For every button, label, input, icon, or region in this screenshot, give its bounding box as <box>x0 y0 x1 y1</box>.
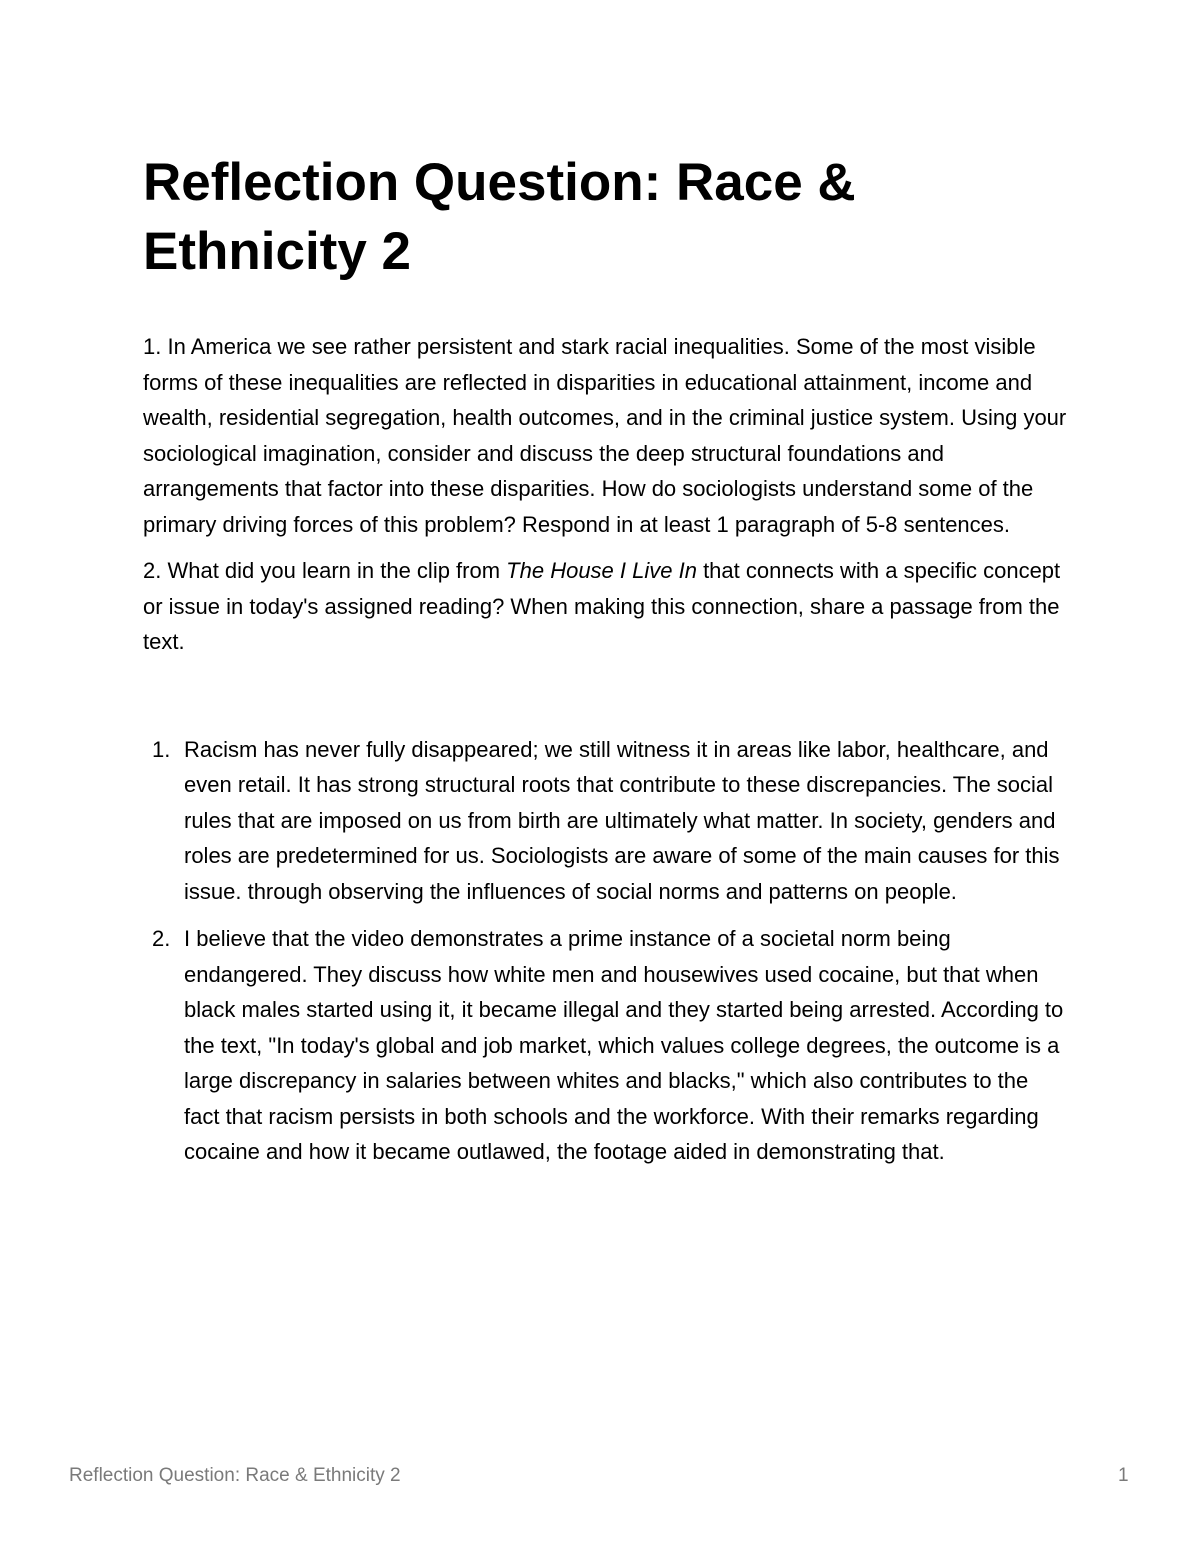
answer-item-2 <box>143 921 1068 1170</box>
answer-number-2: 2. <box>152 926 171 951</box>
answer-text-2: I believe that the video demonstrates a prime instance of a societal norm being endangered. They discuss how white men and housewives used cocaine, but that when black males started using it, it became illegal and they started being arrested. According to the text, "In today's global and job market, which values college degrees, the outcome is a large discrepancy in salaries between whites and blacks," which also contributes to the fact that racism persists in both schools and the workforce. With their remarks regarding cocaine and how it became outlawed, the footage aided in demonstrating that. <box>184 926 1064 1164</box>
question-prompt-2 <box>143 553 1068 660</box>
page-content <box>143 148 1068 1182</box>
question-prompt-2-rest: that connects with a specific concept or issue in today's assigned reading? When making this connection, share a passage from the text. <box>143 558 1061 654</box>
question-prompt-1: 1. In America we see rather persistent and stark racial inequalities. Some of the most visible forms of these inequalities are reflected in disparities in educational attainment, income and wealth, residential segregation, health outcomes, and in the criminal justice system. Using your sociological imagination, consider and discuss the deep structural foundations and arrangements that factor into these disparities. How do sociologists understand some of the primary driving forces of this problem? Respond in at least 1 paragraph of 5-8 sentences. <box>143 334 1067 537</box>
page-number: 1 <box>1118 1465 1129 1486</box>
question-prompt-2-lead: 2. What did you learn in the clip from <box>143 558 507 583</box>
footer-title: Reflection Question: Race & Ethnicity 2 <box>69 1465 401 1486</box>
answer-text-1: Racism has never fully disappeared; we still witness it in areas like labor, healthcare, and even retail. It has strong structural roots that contribute to these discrepancies. The social rules that are imposed on us from birth are ultimately what matter. In society, genders and roles are predetermined for us. Sociologists are aware of some of the main causes for this issue. through observing the influences of social norms and patterns on people. <box>184 736 1060 904</box>
answer-list <box>143 732 1068 1170</box>
answer-number-1: 1. <box>152 736 171 762</box>
page-title: Reflection Question: Race & Ethnicity 2 <box>143 153 856 281</box>
answer-item-1 <box>143 732 1068 910</box>
film-title: The House I Live In <box>506 558 697 583</box>
